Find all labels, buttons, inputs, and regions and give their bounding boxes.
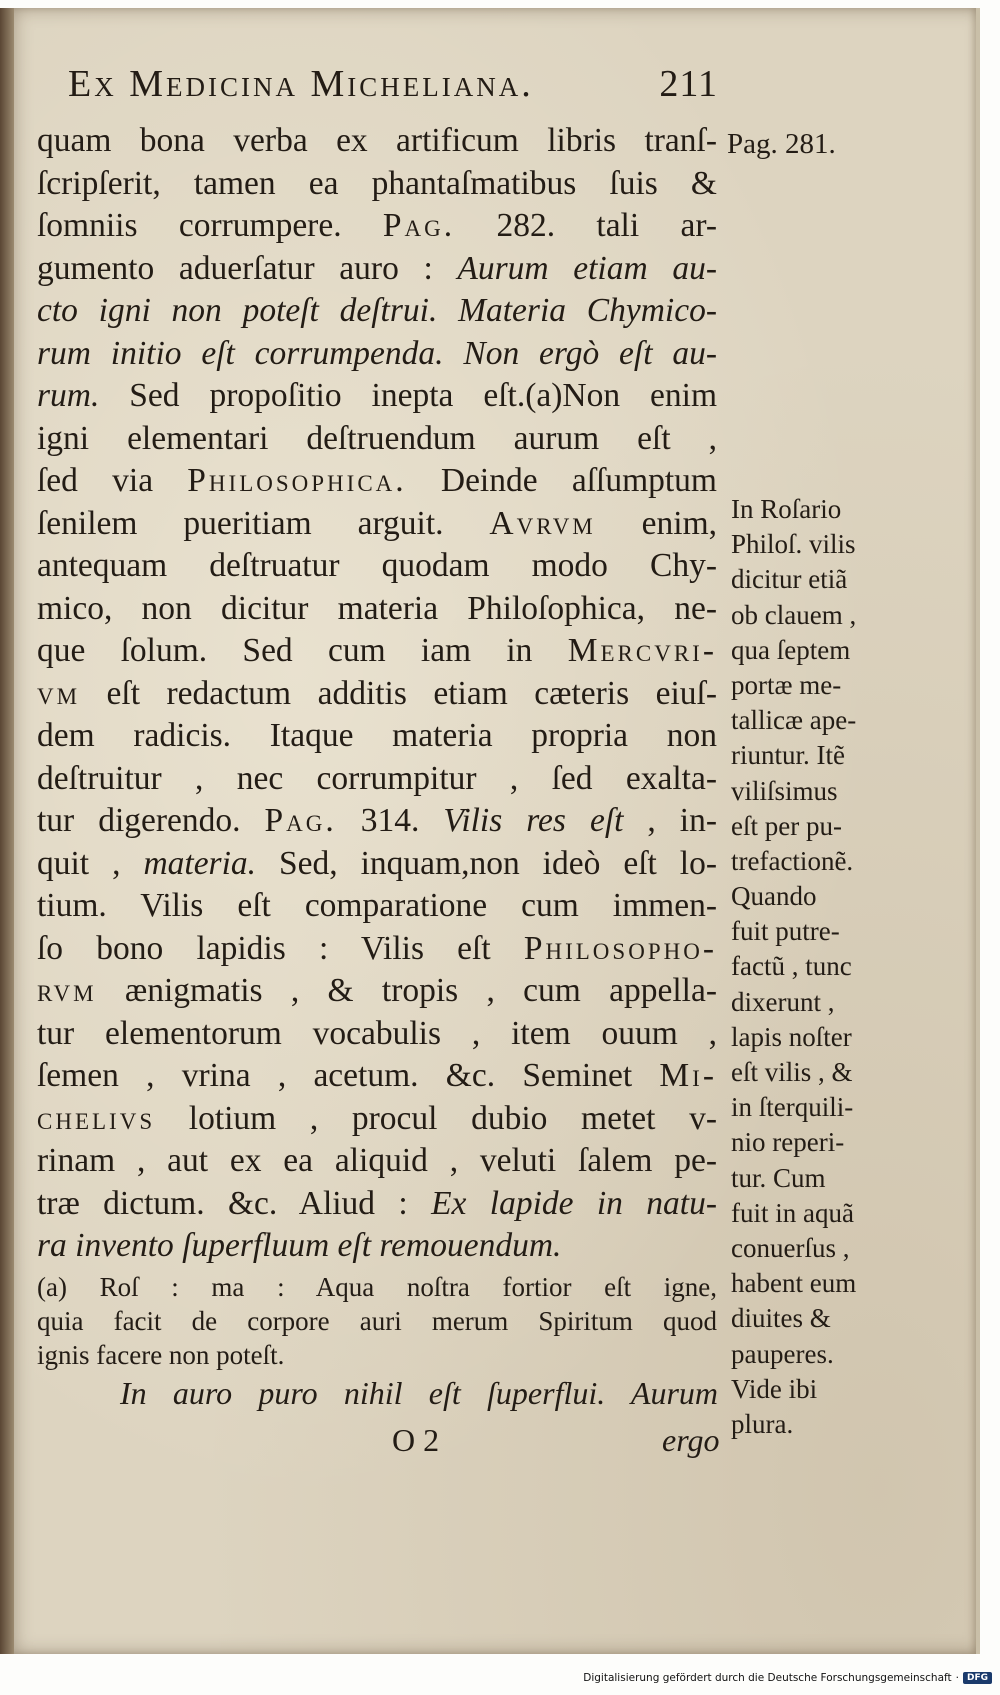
footnote-line: (a) Roſ : ma : Aqua noſtra fortior eſt igne, bbox=[37, 1272, 717, 1302]
text-line bbox=[37, 630, 717, 673]
text-segment: lotium , procul dubio metet v- bbox=[155, 1099, 717, 1137]
text-line bbox=[37, 503, 717, 546]
text-segment: ænigmatis , & tropis , cum appella- bbox=[96, 972, 717, 1009]
digitization-credit: Digitalisierung gefördert durch die Deutsche Forschungsgemeinschaft · DFG bbox=[583, 1672, 992, 1684]
text-line bbox=[37, 673, 717, 716]
running-title: Ex Medicina Micheliana. bbox=[68, 63, 534, 105]
text-segment: tur elementorum vocabulis , item ouum , bbox=[37, 1014, 717, 1052]
text-segment: ſenilem pueritiam arguit. bbox=[37, 504, 490, 542]
text-line bbox=[37, 715, 717, 758]
text-segment: Avrvm bbox=[489, 504, 596, 542]
text-segment: Sed, inquam,non ideò eſt lo- bbox=[256, 844, 717, 882]
book-gutter bbox=[0, 8, 14, 1654]
catchword: ergo bbox=[662, 1422, 720, 1458]
marginal-note-line: viliſsimus bbox=[731, 775, 838, 806]
text-line bbox=[37, 1140, 717, 1183]
text-segment: ſo bono lapidis : Vilis eſt bbox=[37, 929, 524, 967]
text-segment: 314. bbox=[336, 802, 444, 839]
credit-text: Digitalisierung gefördert durch die Deutsche Forschungsgemeinschaft bbox=[583, 1672, 952, 1684]
footnote-line: quia facit de corpore auri merum Spiritum quod bbox=[37, 1306, 717, 1336]
text-segment: quit , bbox=[37, 844, 144, 882]
text-segment: cto igni non poteſt deſtrui. Materia Chymico- bbox=[37, 292, 717, 329]
footnote-line: ignis facere non poteſt. bbox=[37, 1340, 285, 1370]
marginal-note-line: tur. Cum bbox=[731, 1162, 826, 1193]
text-line bbox=[37, 885, 717, 928]
text-line bbox=[37, 545, 717, 588]
text-segment: 282. tali ar- bbox=[455, 207, 717, 244]
text-segment: rvm bbox=[37, 972, 97, 1009]
marginal-note-line: dicitur etiã bbox=[731, 564, 848, 595]
margin-page-reference: Pag. 281. bbox=[727, 128, 836, 160]
marginal-note bbox=[731, 492, 891, 1442]
text-segment: Deinde aſſumptum bbox=[406, 462, 717, 499]
text-segment: tium. Vilis eſt comparatione cum immen- bbox=[37, 887, 717, 924]
running-header bbox=[68, 62, 718, 106]
text-segment: træ dictum. &c. Aliud : bbox=[37, 1184, 432, 1222]
text-segment: tur digerendo. bbox=[37, 802, 265, 839]
text-line bbox=[37, 248, 717, 291]
marginal-note-line: trefactionẽ. bbox=[731, 845, 854, 876]
text-segment: ra invento ſuperfluum eſt remouendum. bbox=[37, 1227, 562, 1264]
text-segment: gumento aduerſatur auro : bbox=[37, 249, 458, 287]
marginal-note-line: habent eum bbox=[731, 1268, 857, 1299]
text-line bbox=[37, 1013, 717, 1056]
text-segment: , in- bbox=[623, 802, 717, 839]
text-line bbox=[37, 800, 717, 843]
text-segment: chelivs bbox=[37, 1099, 156, 1137]
text-segment: Philosopho- bbox=[523, 929, 717, 967]
marginal-note-line: conuerſus , bbox=[731, 1232, 850, 1263]
text-line bbox=[37, 588, 717, 631]
marginal-note-line: portæ me- bbox=[731, 669, 842, 700]
text-segment: igni elementari deſtruendum aurum eſt , bbox=[37, 419, 717, 457]
marginal-note-line: diuites & bbox=[731, 1303, 831, 1334]
marginal-note-line: plura. bbox=[731, 1408, 794, 1439]
marginal-note-line: fuit in aquã bbox=[731, 1197, 854, 1228]
text-segment: deſtruitur , nec corrumpitur , ſed exalta- bbox=[37, 759, 717, 797]
text-line bbox=[37, 1183, 717, 1226]
text-segment: Ex lapide in natu- bbox=[431, 1184, 717, 1222]
marginal-note-line: eſt vilis , & bbox=[731, 1057, 853, 1087]
text-line bbox=[37, 1225, 717, 1268]
text-segment: Sed propoſitio inepta eſt.(a)Non enim bbox=[99, 377, 717, 414]
text-segment: Aurum etiam au- bbox=[457, 249, 717, 287]
text-segment: rinam , aut ex ea aliquid , veluti ſalem pe- bbox=[37, 1142, 717, 1179]
text-line bbox=[37, 1055, 717, 1098]
text-segment: ſed via bbox=[37, 462, 188, 499]
text-line bbox=[37, 120, 717, 163]
catchline: In auro puro nihil eſt ſuperflui. Aurum bbox=[120, 1375, 718, 1411]
marginal-note-line: qua ſeptem bbox=[731, 634, 851, 665]
text-segment: Philoſophica. bbox=[187, 462, 407, 499]
text-segment: eſt redactum additis etiam cæteris eiuſ- bbox=[80, 674, 717, 712]
text-line bbox=[37, 418, 717, 461]
text-line bbox=[37, 333, 717, 376]
text-line bbox=[37, 163, 717, 206]
marginal-note-line: tallicæ ape- bbox=[731, 705, 857, 736]
marginal-note-line: in ſterquili- bbox=[731, 1092, 854, 1123]
text-line bbox=[37, 970, 717, 1013]
marginal-note-line: lapis noſter bbox=[731, 1021, 852, 1052]
text-line bbox=[37, 290, 717, 333]
text-line bbox=[37, 1098, 717, 1141]
marginal-note-line: Vide ibi bbox=[731, 1373, 818, 1404]
main-text-block bbox=[37, 120, 717, 1268]
signature-mark: O 2 bbox=[392, 1422, 440, 1458]
text-line bbox=[37, 460, 717, 503]
text-line bbox=[37, 843, 717, 886]
marginal-note-line: factũ , tunc bbox=[731, 951, 852, 982]
text-segment: ſomniis corrumpere. bbox=[37, 207, 383, 244]
text-segment: que ſolum. Sed cum iam in bbox=[37, 632, 568, 669]
page-number: 211 bbox=[659, 63, 718, 105]
text-segment: Pag. bbox=[264, 802, 337, 839]
text-segment: rum. bbox=[37, 377, 100, 414]
text-segment: quam bona verba ex artificum libris tranſ- bbox=[37, 122, 717, 159]
marginal-note-line: fuit putre- bbox=[731, 916, 840, 947]
footnote bbox=[37, 1270, 717, 1372]
text-segment: Mercvri- bbox=[567, 632, 717, 669]
marginal-note-line: Quando bbox=[731, 881, 817, 912]
text-segment: ſcripſerit, tamen ea phantaſmatibus ſuis & bbox=[37, 164, 717, 202]
text-segment: vm bbox=[37, 674, 81, 712]
text-segment: antequam deſtruatur quodam modo Chy- bbox=[37, 547, 717, 584]
text-line bbox=[37, 928, 717, 971]
marginal-note-line: dixerunt , bbox=[731, 986, 835, 1017]
text-segment: dem radicis. Itaque materia propria non bbox=[37, 717, 717, 754]
dfg-logo: DFG bbox=[963, 1672, 992, 1684]
text-segment: Pag. bbox=[382, 207, 456, 244]
text-segment: enim, bbox=[595, 504, 718, 542]
text-segment: ſemen , vrina , acetum. &c. Seminet bbox=[37, 1057, 660, 1094]
text-line bbox=[37, 375, 717, 418]
marginal-note-line: Philoſ. vilis bbox=[731, 529, 856, 560]
marginal-note-line: ob clauem , bbox=[731, 599, 857, 630]
text-segment: rum initio eſt corrumpenda. Non ergò eſt au- bbox=[37, 334, 717, 372]
text-segment: materia. bbox=[143, 844, 257, 882]
text-line bbox=[37, 205, 717, 248]
marginal-note-line: In Roſario bbox=[731, 494, 842, 524]
marginal-note-line: eſt per pu- bbox=[731, 810, 842, 841]
text-line bbox=[37, 758, 717, 801]
text-segment: mico, non dicitur materia Philoſophica, ne- bbox=[37, 589, 717, 627]
marginal-note-line: riuntur. Itẽ bbox=[731, 740, 845, 771]
text-segment: Vilis res eſt bbox=[443, 802, 624, 839]
text-segment: Mi- bbox=[659, 1057, 717, 1094]
marginal-note-line: pauperes. bbox=[731, 1338, 834, 1369]
marginal-note-line: nio reperi- bbox=[731, 1127, 845, 1158]
